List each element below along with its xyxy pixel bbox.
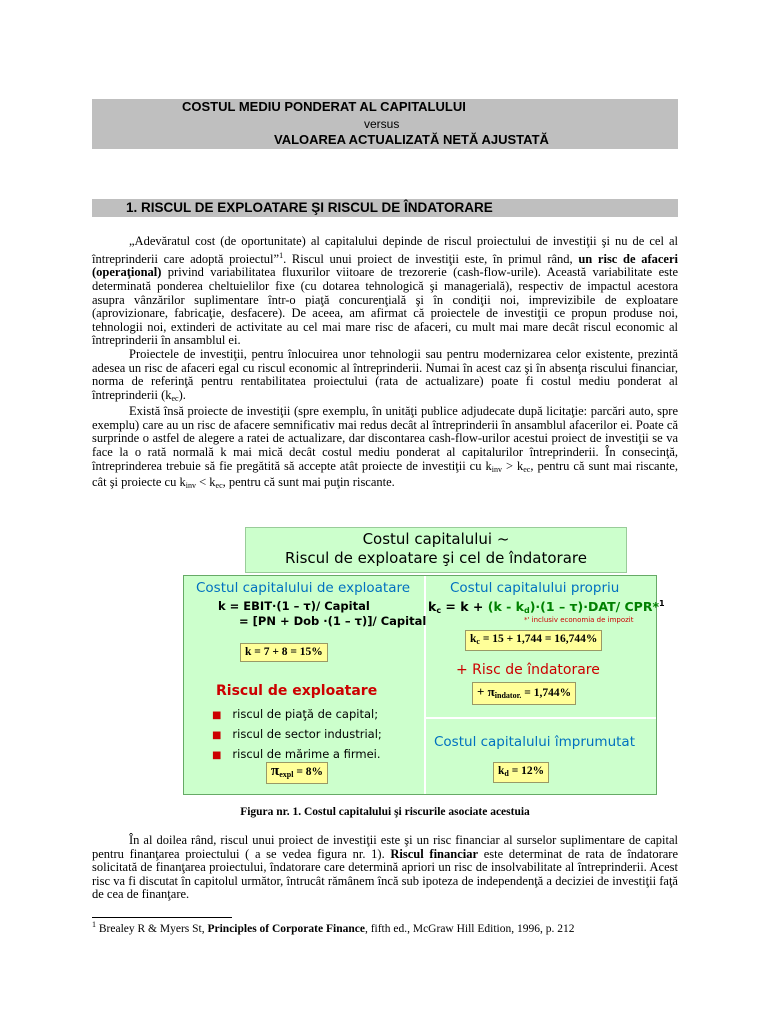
header-title-line2: VALOAREA ACTUALIZATĂ NETĂ AJUSTATĂ <box>274 132 549 147</box>
paragraph-1: „Adevăratul cost (de oportunitate) al capitalului depinde de riscul proiectului de investiţii şi nu de cel al întreprinderii care adoptă proiectul”$^1$. Riscul unui proiect de investiţii este, în primul rând, un risc de afaceri (operaţional) privind variabilitatea fluxurilor viitoare de trezorerie (cash-flow-urile). Această variabilitate este determinată ponderea cheltuielilor fixe (cu dotarea tehnologică şi managerială), respectiv de impactul acestora asupra vânzărilor suplimentare într-o piaţă concurenţială şi în condiţii noi, imprevizibile de exploatare (aprovizionare, fabricaţie, desfacere). De aceea, am afirmat că proiectele de investiţii ce propun produse noi, tehnologii noi, extinderi de activitate au cel mai mare risc de afaceri, cu mult mai mare decât riscul economic al întreprinderii în ansamblul ei. <box>92 234 678 348</box>
body-text-top <box>92 235 678 493</box>
operating-capital-heading: Costul capitalului de exploatare <box>196 580 411 596</box>
debt-kd-value: $k_d = 12\%$ <box>493 762 549 783</box>
figure-title-line1: Costul capitalului ~ <box>362 530 510 548</box>
leverage-risk-premium: + $\pi_{îndator.} = 1,744\%$ <box>472 682 576 705</box>
figure-panel <box>183 575 665 795</box>
paragraph-4: În al doilea rând, riscul unui proiect de investiţii este şi un risc financiar al surselor suplimentare de capital pentru finanţarea proiectului ( a se vedea figura nr. 1). Riscul financiar este determinat de rata de îndatorare solicitată de finanţarea proiectului, îndatorare care determină apriori un risc de insolvabilitate al întreprinderii. Acest risc va fi discutat în capitolul următor, întrucât rămânem încă sub ipoteza de independenţă a deciziei de investiţii faţă de cea de finanţare. <box>92 833 679 902</box>
debt-capital-heading: Costul capitalului împrumutat <box>434 734 635 750</box>
document-header <box>92 99 678 149</box>
risk-list-item: ■ riscul de piaţă de capital; <box>212 707 379 721</box>
footnote-separator <box>92 917 232 918</box>
risk-list-item: ■ riscul de sector industrial; <box>212 727 382 741</box>
section-heading <box>92 199 678 217</box>
operating-formula-2: = [PN + Dob ·(1 – τ)]/ Capital <box>239 614 427 628</box>
footnote-ref: 1 <box>279 250 284 260</box>
figure-title-line2: Riscul de exploatare şi cel de îndatorare <box>285 549 587 567</box>
tax-saving-note: *' inclusiv economia de impozit <box>524 616 634 624</box>
operating-k-value: k = 7 + 8 = 15% <box>240 643 328 662</box>
figure-title-box <box>245 527 627 573</box>
leverage-risk-heading: + Risc de îndatorare <box>456 662 600 678</box>
operating-risk-premium: $\pi_{expl} = 8\%$ <box>266 762 328 784</box>
header-title-line1: COSTUL MEDIU PONDERAT AL CAPITALULUI <box>182 99 466 114</box>
risk-list-item: ■ riscul de mărime a firmei. <box>212 747 381 761</box>
emphasis-business-risk: un risc de afaceri (operaţional) <box>92 251 678 280</box>
operating-formula-1: k = EBIT·(1 – τ)/ Capital <box>218 599 370 613</box>
equity-formula: $k_c = k + (k - k_d)\cdot(1 - \tau)\cdot DAT/$ CPR*$^1$ <box>428 599 665 616</box>
operating-risk-heading: Riscul de exploatare <box>216 683 378 699</box>
header-versus: versus <box>364 117 400 131</box>
equity-kc-value: $k_c = 15 + 1,744 = 16,744\%$ <box>465 630 602 651</box>
equity-capital-heading: Costul capitalului propriu <box>450 580 620 596</box>
paragraph-2: Proiectele de investiţii, pentru înlocuirea unor tehnologii sau pentru modernizarea celor existente, prezintă adesea un risc de afaceri egal cu riscul economic al întreprinderii. Numai în acest caz şi în absenţa riscului financiar, norma de referinţă pentru rentabilitatea proiectului (rata de actualizare) poate fi costul mediu ponderat al întreprinderii $(k_{ec})$. <box>92 346 678 403</box>
figure-divider-horizontal <box>426 717 656 719</box>
section-title: 1. RISCUL DE EXPLOATARE ŞI RISCUL DE ÎNDATORARE <box>126 200 493 215</box>
figure-divider-vertical <box>424 576 426 794</box>
figure-caption: Figura nr. 1. Costul capitalului şi riscurile asociate acestuia <box>240 806 530 818</box>
footnote: $^1$ Brealey R & Myers St, Principles of Corporate Finance, fifth ed., McGraw Hill Edition, 1996, p. 212 <box>92 920 575 935</box>
emphasis-financial-risk: Riscul financiar <box>390 846 479 861</box>
body-text-bottom <box>92 834 678 902</box>
operating-risk-list <box>212 705 382 765</box>
paragraph-3: Există însă proiecte de investiţii (spre exemplu, în unităţi publice adjudecate după licitaţie: parcări auto, spre exemplu) care au un risc de afacere semnificativ mai redus decât al întreprinderii în ansamblul afacerilor ei. Poate că surprinde o astfel de alegere a ratei de actualizare, dar discontarea cash-flow-urilor acestui proiect de investiţii se va face la o rată normală k mai mică decât costul mediu ponderat al capitalurilor întreprinderii. În consecinţă, întreprinderea trebuie să fie pregătită să accepte atât proiecte de investiţii cu $k_{inv} > k_{ec}$, pentru că sunt mai riscante, cât şi proiecte cu $k_{inv} < k_{ec}$, pentru că sunt mai puţin riscante. <box>92 404 678 491</box>
